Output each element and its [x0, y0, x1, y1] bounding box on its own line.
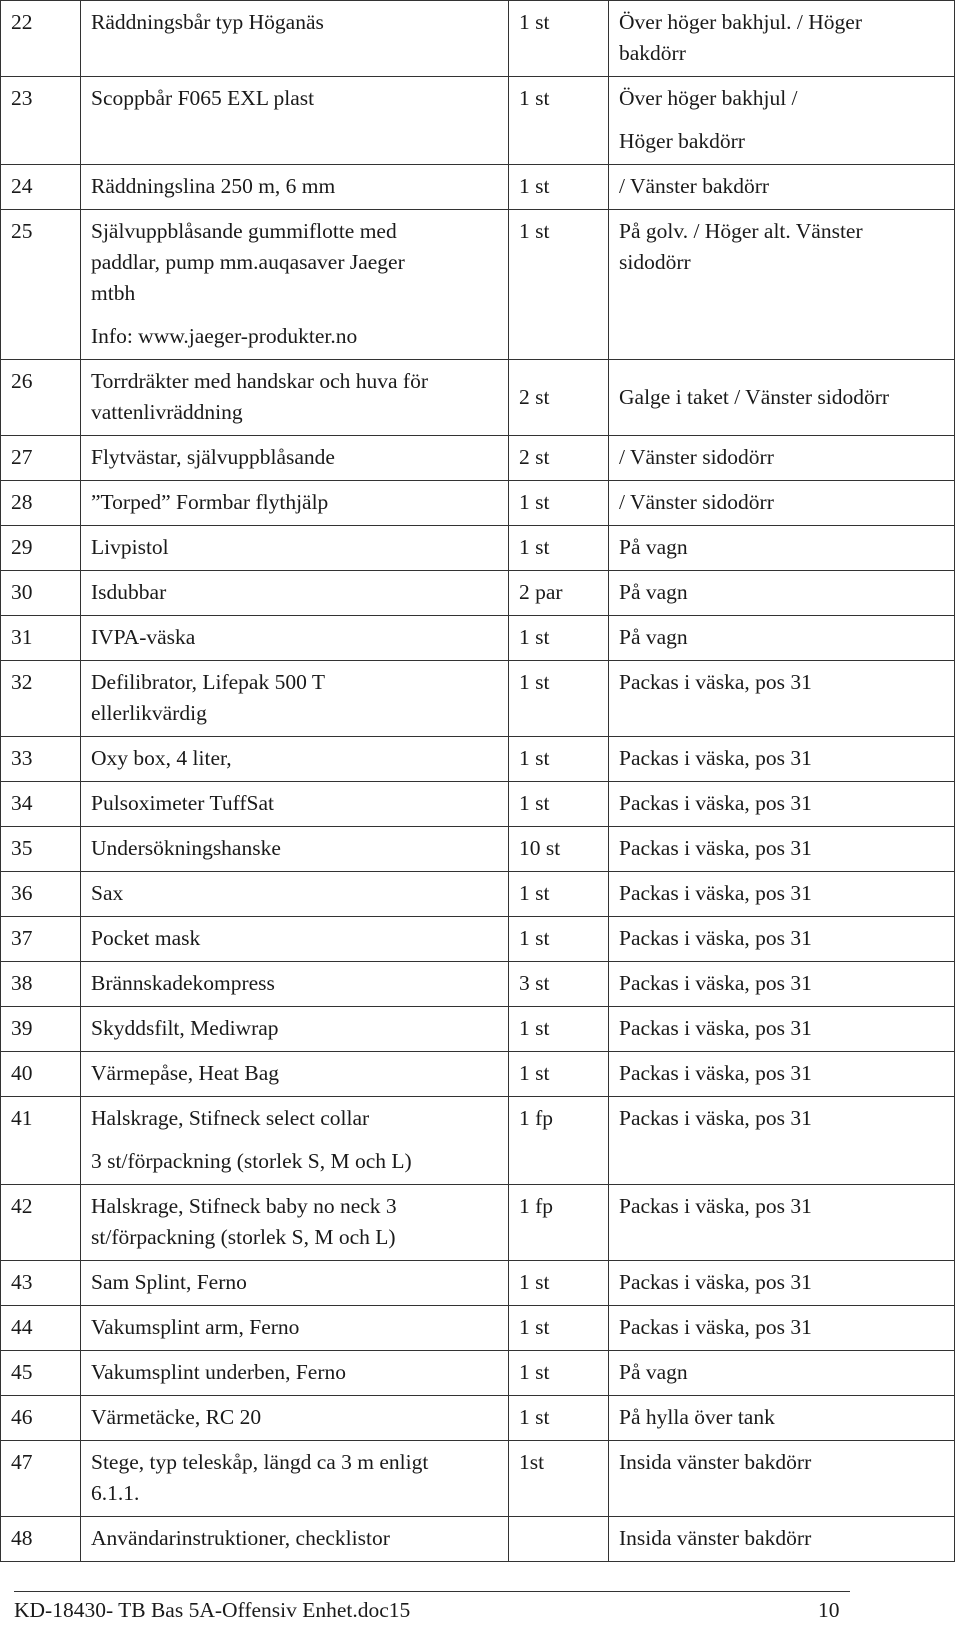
- item-name: [81, 1185, 509, 1261]
- item-name: [81, 1441, 509, 1517]
- item-location-line: Packas i väska, pos 31: [619, 971, 812, 995]
- item-location: [609, 1, 955, 77]
- item-location: [609, 1052, 955, 1097]
- item-location-line: Packas i väska, pos 31: [619, 881, 812, 905]
- item-quantity: 1 st: [509, 737, 609, 782]
- item-name-line: Isdubbar: [91, 580, 167, 604]
- item-name-line: ”Torped” Formbar flythjälp: [91, 490, 329, 514]
- item-name-line: Livpistol: [91, 535, 169, 559]
- item-name: [81, 481, 509, 526]
- item-name-line: Undersökningshanske: [91, 836, 281, 860]
- item-quantity: 2 st: [509, 360, 609, 436]
- item-name-line: Vakumsplint underben, Ferno: [91, 1360, 346, 1384]
- item-location: [609, 1097, 955, 1185]
- table-row: [1, 165, 955, 210]
- item-name-line: paddlar, pump mm.auqasaver Jaeger: [91, 250, 405, 274]
- item-location: [609, 481, 955, 526]
- item-location: [609, 436, 955, 481]
- item-location: [609, 210, 955, 360]
- item-quantity: 1 st: [509, 782, 609, 827]
- item-location: [609, 1007, 955, 1052]
- item-name-line: vattenlivräddning: [91, 400, 243, 424]
- table-row: [1, 526, 955, 571]
- item-number: 35: [1, 827, 81, 872]
- table-row: [1, 481, 955, 526]
- item-location-line: / Vänster bakdörr: [619, 174, 770, 198]
- table-row: [1, 436, 955, 481]
- item-number: 45: [1, 1351, 81, 1396]
- table-row: [1, 661, 955, 737]
- item-name-line: mtbh: [91, 281, 136, 305]
- item-name: [81, 165, 509, 210]
- item-name: [81, 616, 509, 661]
- item-number: 26: [1, 360, 81, 436]
- item-location-line: Packas i väska, pos 31: [619, 1106, 812, 1130]
- item-name-line: ellerlikvärdig: [91, 701, 207, 725]
- item-name: [81, 1, 509, 77]
- item-location-line: Packas i väska, pos 31: [619, 836, 812, 860]
- item-name-line: Scoppbår F065 EXL plast: [91, 86, 315, 110]
- item-quantity: 1 st: [509, 661, 609, 737]
- table-row: [1, 616, 955, 661]
- item-quantity: 1 st: [509, 616, 609, 661]
- table-row: [1, 210, 955, 360]
- item-number: 47: [1, 1441, 81, 1517]
- item-name-line: Defilibrator, Lifepak 500 T: [91, 670, 325, 694]
- item-quantity: 1 st: [509, 526, 609, 571]
- item-location: [609, 962, 955, 1007]
- item-name: [81, 1306, 509, 1351]
- item-quantity: 1 st: [509, 481, 609, 526]
- item-name: [81, 526, 509, 571]
- item-location: [609, 526, 955, 571]
- item-name-line: Stege, typ teleskåp, längd ca 3 m enligt: [91, 1450, 429, 1474]
- item-name-line: Halskrage, Stifneck baby no neck 3: [91, 1194, 397, 1218]
- item-number: 33: [1, 737, 81, 782]
- item-number: 36: [1, 872, 81, 917]
- table-row: [1, 360, 955, 436]
- item-location: [609, 616, 955, 661]
- item-location: [609, 737, 955, 782]
- table-row: [1, 872, 955, 917]
- item-name-line: Flytvästar, självuppblåsande: [91, 445, 335, 469]
- item-name-line: Info: www.jaeger-produkter.no: [91, 324, 358, 348]
- item-location: [609, 917, 955, 962]
- item-location-line: Packas i väska, pos 31: [619, 746, 812, 770]
- item-number: 22: [1, 1, 81, 77]
- item-location-line: Galge i taket / Vänster sidodörr: [619, 384, 890, 409]
- item-quantity: 1 st: [509, 1, 609, 77]
- item-name: [81, 1517, 509, 1562]
- item-name: [81, 1396, 509, 1441]
- item-location: [609, 1351, 955, 1396]
- item-name-line: Oxy box, 4 liter,: [91, 746, 232, 770]
- item-name-line: Räddningsbår typ Höganäs: [91, 10, 324, 34]
- item-location-line: Packas i väska, pos 31: [619, 791, 812, 815]
- item-quantity: [509, 1517, 609, 1562]
- table-row: [1, 1351, 955, 1396]
- item-location-line: sidodörr: [619, 250, 691, 274]
- item-number: 46: [1, 1396, 81, 1441]
- item-name-line: 6.1.1.: [91, 1481, 140, 1505]
- item-name: [81, 962, 509, 1007]
- item-location-line: Packas i väska, pos 31: [619, 1061, 812, 1085]
- item-location: [609, 1517, 955, 1562]
- item-quantity: 2 st: [509, 436, 609, 481]
- item-location: [609, 1306, 955, 1351]
- item-location-line: Insida vänster bakdörr: [619, 1450, 812, 1474]
- item-quantity: 1 st: [509, 1052, 609, 1097]
- item-number: 24: [1, 165, 81, 210]
- equipment-table-body: [1, 1, 955, 1562]
- item-quantity: 2 par: [509, 571, 609, 616]
- item-quantity: 1 st: [509, 872, 609, 917]
- item-number: 31: [1, 616, 81, 661]
- table-row: [1, 1261, 955, 1306]
- item-name: [81, 360, 509, 436]
- page-footer: [14, 1591, 850, 1625]
- item-location-line: På vagn: [619, 580, 688, 604]
- item-quantity: 1 st: [509, 1261, 609, 1306]
- table-row: [1, 917, 955, 962]
- item-name-line: Skyddsfilt, Mediwrap: [91, 1016, 279, 1040]
- item-name-line: Värmepåse, Heat Bag: [91, 1061, 280, 1085]
- item-name: [81, 571, 509, 616]
- item-name: [81, 210, 509, 360]
- item-name-line: Halskrage, Stifneck select collar: [91, 1106, 370, 1130]
- item-number: 32: [1, 661, 81, 737]
- item-number: 27: [1, 436, 81, 481]
- table-row: [1, 1097, 955, 1185]
- item-quantity: 1 st: [509, 1007, 609, 1052]
- item-name: [81, 1007, 509, 1052]
- item-location-line: bakdörr: [619, 41, 686, 65]
- item-location-line: På vagn: [619, 535, 688, 559]
- table-row: [1, 1441, 955, 1517]
- item-name: [81, 782, 509, 827]
- item-location-line: På vagn: [619, 625, 688, 649]
- item-name-line: Räddningslina 250 m, 6 mm: [91, 174, 336, 198]
- item-name-line: Användarinstruktioner, checklistor: [91, 1526, 390, 1550]
- item-location: [609, 1396, 955, 1441]
- item-name: [81, 737, 509, 782]
- item-name-line: IVPA-väska: [91, 625, 196, 649]
- item-location: [609, 872, 955, 917]
- item-number: 23: [1, 77, 81, 165]
- item-location: [609, 165, 955, 210]
- item-name-line: Självuppblåsande gummiflotte med: [91, 219, 397, 243]
- item-number: 42: [1, 1185, 81, 1261]
- item-name: [81, 1097, 509, 1185]
- item-location: [609, 1185, 955, 1261]
- item-number: 34: [1, 782, 81, 827]
- item-quantity: 1st: [509, 1441, 609, 1517]
- item-location-line: Packas i väska, pos 31: [619, 1315, 812, 1339]
- table-row: [1, 1185, 955, 1261]
- item-location-line: Över höger bakhjul. / Höger: [619, 10, 862, 34]
- item-number: 25: [1, 210, 81, 360]
- item-name-line: Brännskadekompress: [91, 971, 275, 995]
- item-location-line: På golv. / Höger alt. Vänster: [619, 219, 863, 243]
- table-row: [1, 1052, 955, 1097]
- item-name: [81, 1351, 509, 1396]
- item-name: [81, 77, 509, 165]
- item-name-line: st/förpackning (storlek S, M och L): [91, 1225, 396, 1249]
- item-quantity: 10 st: [509, 827, 609, 872]
- item-quantity: 1 st: [509, 210, 609, 360]
- table-row: [1, 1, 955, 77]
- item-name: [81, 827, 509, 872]
- item-location-line: / Vänster sidodörr: [619, 445, 774, 469]
- item-name: [81, 1261, 509, 1306]
- table-row: [1, 962, 955, 1007]
- item-name-line: Sax: [91, 881, 124, 905]
- item-quantity: 1 st: [509, 1306, 609, 1351]
- table-row: [1, 827, 955, 872]
- item-location-line: Höger bakdörr: [619, 129, 745, 153]
- item-number: 40: [1, 1052, 81, 1097]
- item-location: [609, 782, 955, 827]
- item-name-line: Pulsoximeter TuffSat: [91, 791, 274, 815]
- item-name-line: Torrdräkter med handskar och huva för: [91, 369, 428, 393]
- item-location-line: Packas i väska, pos 31: [619, 1270, 812, 1294]
- item-name-line: Sam Splint, Ferno: [91, 1270, 247, 1294]
- item-location-line: På hylla över tank: [619, 1405, 775, 1429]
- item-quantity: 1 fp: [509, 1097, 609, 1185]
- table-row: [1, 1306, 955, 1351]
- footer-filename: KD-18430- TB Bas 5A-Offensiv Enhet.doc15: [14, 1598, 411, 1622]
- item-location-line: Packas i väska, pos 31: [619, 926, 812, 950]
- item-number: 38: [1, 962, 81, 1007]
- item-number: 37: [1, 917, 81, 962]
- item-location: [609, 571, 955, 616]
- item-location-line: Packas i väska, pos 31: [619, 1016, 812, 1040]
- item-quantity: 1 st: [509, 1396, 609, 1441]
- item-location-line: Insida vänster bakdörr: [619, 1526, 812, 1550]
- table-row: [1, 1007, 955, 1052]
- item-number: 44: [1, 1306, 81, 1351]
- item-location-line: På vagn: [619, 1360, 688, 1384]
- item-location: [609, 1261, 955, 1306]
- item-quantity: 1 st: [509, 165, 609, 210]
- item-name: [81, 1052, 509, 1097]
- item-quantity: 1 st: [509, 77, 609, 165]
- item-name: [81, 917, 509, 962]
- item-number: 39: [1, 1007, 81, 1052]
- item-location: [609, 827, 955, 872]
- item-number: 29: [1, 526, 81, 571]
- item-location-line: Över höger bakhjul /: [619, 86, 798, 110]
- item-name-line: Pocket mask: [91, 926, 201, 950]
- item-number: 28: [1, 481, 81, 526]
- item-name: [81, 436, 509, 481]
- item-location-line: Packas i väska, pos 31: [619, 670, 812, 694]
- item-location: [609, 1441, 955, 1517]
- item-number: 48: [1, 1517, 81, 1562]
- item-location: [609, 360, 955, 436]
- item-location-line: / Vänster sidodörr: [619, 490, 774, 514]
- item-quantity: 1 st: [509, 1351, 609, 1396]
- table-row: [1, 737, 955, 782]
- item-quantity: 1 st: [509, 917, 609, 962]
- table-row: [1, 1517, 955, 1562]
- item-name: [81, 872, 509, 917]
- table-row: [1, 77, 955, 165]
- table-row: [1, 571, 955, 616]
- item-name: [81, 661, 509, 737]
- item-quantity: 3 st: [509, 962, 609, 1007]
- item-location: [609, 77, 955, 165]
- table-row: [1, 782, 955, 827]
- item-name-line: 3 st/förpackning (storlek S, M och L): [91, 1149, 412, 1173]
- item-number: 43: [1, 1261, 81, 1306]
- page-number: 10: [818, 1598, 840, 1622]
- item-location-line: Packas i väska, pos 31: [619, 1194, 812, 1218]
- item-number: 41: [1, 1097, 81, 1185]
- item-location: [609, 661, 955, 737]
- item-name-line: Värmetäcke, RC 20: [91, 1405, 262, 1429]
- item-quantity: 1 fp: [509, 1185, 609, 1261]
- table-row: [1, 1396, 955, 1441]
- item-number: 30: [1, 571, 81, 616]
- item-name-line: Vakumsplint arm, Ferno: [91, 1315, 300, 1339]
